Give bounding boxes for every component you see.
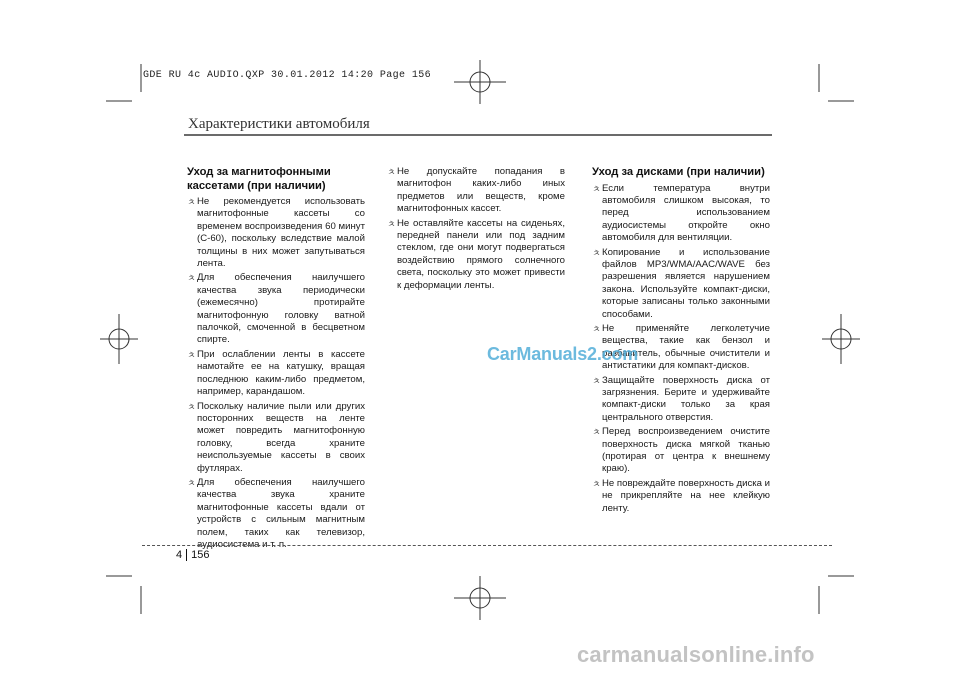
registration-target-left [100, 314, 138, 364]
heading-disc-care: Уход за дисками (при наличии) [592, 166, 765, 178]
registration-target-top [454, 60, 506, 104]
page-number-separator [186, 549, 187, 561]
bullet-icon: ㅊ [592, 375, 601, 386]
page-number [176, 549, 209, 561]
list-item: ㅊ Если температура внутри автомобиля слишком высокая, то перед использованием аудиосистемы откройте окно автомобиля для вентиляции. [592, 182, 770, 244]
section-title: Характеристики автомобиля [188, 116, 370, 132]
column-cassette-care-continued [387, 166, 565, 294]
bullet-icon: ㅊ [592, 427, 601, 438]
list-item: ㅊ Не рекомендуется использовать магнитофонные кассеты со временем воспроизведения 60 минут (С-60), поскольку вследствие малой толщины в них может запутываться лента. [187, 196, 365, 270]
bullet-icon: ㅊ [387, 218, 396, 229]
bullet-icon: ㅊ [592, 183, 601, 194]
bullet-icon: ㅊ [187, 349, 196, 360]
bullet-icon: ㅊ [187, 273, 196, 284]
cassette-care-list-continued [387, 166, 565, 292]
list-item: ㅊ Копирование и использование файлов MP3/WMA/AAC/WAVE без разрешения является нарушением закона. Используйте компакт-диски, которые записаны только законными способами. [592, 246, 770, 320]
column-disc-care [592, 166, 770, 517]
chapter-number: 4 [176, 549, 183, 561]
heading-cassette-care: Уход за магнитофонными кассетами (при наличии) [187, 166, 331, 192]
list-item: ㅊ Не допускайте попадания в магнитофон каких-либо иных предметов или веществ, кроме магнитофонных кассет. [387, 166, 565, 215]
list-item: ㅊ Поскольку наличие пыли или других посторонних веществ на ленте может повредить магнитофонную головку, всегда храните неиспользуемые кассеты в своих футлярах. [187, 400, 365, 474]
list-item: ㅊ Защищайте поверхность диска от загрязнения. Берите и удерживайте компакт-диски только за края центрального отверстия. [592, 374, 770, 423]
registration-target-bottom [454, 576, 506, 620]
list-item: ㅊ Не оставляйте кассеты на сиденьях, передней панели или под задним стеклом, где они могут подвергаться воздействию прямого солнечного света, поскольку это может привести к деформации ленты. [387, 217, 565, 291]
list-item: ㅊ Для обеспечения наилучшего качества звука храните магнитофонные кассеты вдали от устройств с сильным магнитным полем, таких как телевизор, аудиосистема и т. п. [187, 476, 365, 550]
cassette-care-list [187, 196, 365, 551]
list-item: ㅊ При ослаблении ленты в кассете намотайте ее на катушку, вращая последнюю каким-либо предметом, например, карандашом. [187, 348, 365, 398]
bullet-icon: ㅊ [592, 478, 601, 489]
list-item: ㅊ Не повреждайте поверхность диска и не прикрепляйте на нее клейкую ленту. [592, 477, 771, 514]
column-cassette-care [187, 166, 365, 553]
list-item: ㅊ Для обеспечения наилучшего качества звука периодически (ежемесячно) протирайте магнитофонную головку ватной палочкой, смоченной в бесцветном спирте. [187, 272, 365, 346]
footer-rule [142, 545, 832, 546]
bullet-icon: ㅊ [187, 197, 196, 207]
bullet-icon: ㅊ [187, 401, 196, 412]
bullet-icon: ㅊ [187, 477, 196, 488]
header-rule [184, 134, 772, 136]
print-slug: GDE RU 4c AUDIO.QXP 30.01.2012 14:20 Page 156 [143, 70, 432, 81]
bullet-icon: ㅊ [592, 323, 601, 334]
list-item: ㅊ Перед воспроизведением очистите поверхность диска мягкой тканью (протирая от центра к внешнему краю). [592, 426, 770, 475]
bullet-icon: ㅊ [592, 247, 601, 258]
list-item: ㅊ Не применяйте легколетучие вещества, такие как бензол и разбавитель, обычные очистители и антистатики для компакт-дисков. [592, 322, 770, 372]
registration-target-right [822, 314, 860, 364]
watermark-logo: CarManuals2.com [487, 344, 639, 364]
site-footer-watermark: carmanualsonline.info [577, 642, 815, 667]
bullet-icon: ㅊ [387, 167, 396, 177]
page-number-value: 156 [191, 549, 210, 561]
